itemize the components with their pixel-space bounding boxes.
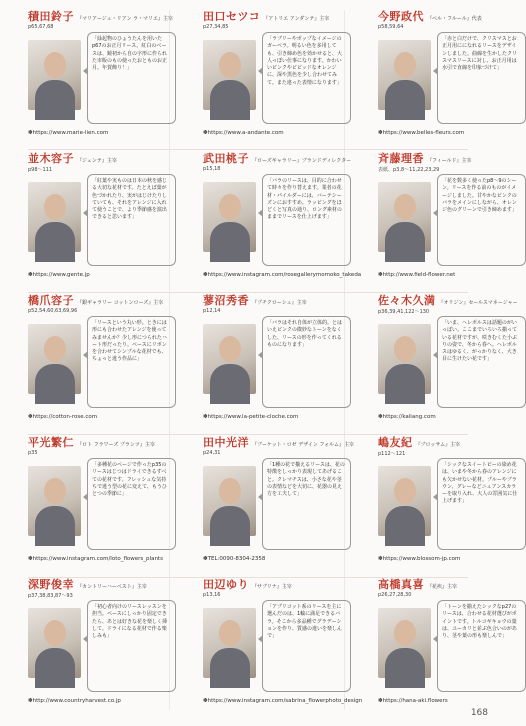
profile-card xyxy=(203,8,351,150)
portrait-photo xyxy=(28,40,81,110)
profile-header xyxy=(203,8,351,22)
affiliation: 『マリアージュ・リアン ラ・マリエ』主宰 xyxy=(77,16,173,22)
profile-header xyxy=(28,150,176,164)
person-name: 平光繁仁 xyxy=(28,436,74,449)
profile-body xyxy=(378,32,526,128)
profile-body xyxy=(203,174,351,270)
person-name: 橋爪容子 xyxy=(28,294,74,307)
person-name: 佐々木久満 xyxy=(378,294,436,307)
profile-header xyxy=(378,8,526,22)
page-refs: p36,39,41,122〜130 xyxy=(378,309,430,315)
affiliation: 『花疾』主宰 xyxy=(427,584,458,590)
profile-header xyxy=(28,434,176,448)
person-name: 斉藤理香 xyxy=(378,152,424,165)
profile-body xyxy=(203,600,351,696)
comment-bubble: 「バラはそれ自体が立体的。とはいえビンクの微妙なトーンをなくした、リースの形を作ってくれるものになります」 xyxy=(262,316,351,408)
profile-card xyxy=(378,150,526,292)
profile-body xyxy=(203,316,351,412)
portrait-photo xyxy=(203,324,256,394)
profile-card xyxy=(378,8,526,150)
page-refs: p24,31 xyxy=(203,450,221,456)
comment-bubble: 「リースという丸い形。ときには形にも合わせたアレンジを使ってみませんか？少し形につられたハート形だったり。ベースにリボンを合わせてシンプルな花材でも、ちょっと違う作品に」 xyxy=(87,316,176,408)
affiliation: 『ブーケット・ロゼ デザイン フォルム』主宰 xyxy=(252,442,354,448)
profile-header xyxy=(203,576,351,590)
comment-bubble: 「赤と白だけで、クリスマスとお正月用にになれるリースをデザインしました。曲線を生かしたクリスマスリースに対し、お正月用は水引で直線を印象づけて」 xyxy=(437,32,526,124)
profile-header xyxy=(378,576,526,590)
portrait-photo xyxy=(28,182,81,252)
profile-header xyxy=(378,292,526,306)
website-link[interactable]: ✽TEL:0090-8304-2358 xyxy=(203,556,266,562)
profile-card xyxy=(203,292,351,434)
profile-card xyxy=(28,434,176,576)
profile-card xyxy=(203,576,363,718)
website-link[interactable]: ✽https://www.blossom-jp.com xyxy=(378,556,461,562)
affiliation: 『ベル・フルール』代表 xyxy=(427,16,482,22)
profile-body xyxy=(28,458,176,554)
website-link[interactable]: ✽https://kaliang.com xyxy=(378,414,436,420)
profile-body xyxy=(28,32,176,128)
comment-bubble: 「シックなスイートピーの染め花は、いまや冬から春のアレンジにも欠かせない花材。ブルーやブラウン、グレーなどニュアンスカラーを取り入れ、大人の雰囲気に仕上げます」 xyxy=(437,458,526,550)
page-refs: p52,54,60,63,69,96 xyxy=(28,308,78,314)
affiliation: 『ロト フラワーズ プランツ』主宰 xyxy=(77,442,155,448)
website-link[interactable]: ✽https://www.instagram.com/loto_flowers_plants xyxy=(28,556,163,562)
comment-bubble: 「1種の花で揃えるリースは、花の特徴をしっかり表現してあげること。クレマチスは、小さな花や茎の表情などを大切に、花器の見え方を工夫して」 xyxy=(262,458,351,550)
profile-body xyxy=(203,458,351,554)
page-refs: p112〜121 xyxy=(378,451,406,457)
person-name: 田口セツコ xyxy=(203,10,261,23)
profile-header xyxy=(378,434,526,448)
portrait-photo xyxy=(378,182,431,252)
website-link[interactable]: ✽https://www.a-andante.com xyxy=(203,130,284,136)
website-link[interactable]: ✽https://www.gente.jp xyxy=(28,272,90,278)
profile-body xyxy=(203,32,351,128)
portrait-photo xyxy=(203,182,256,252)
affiliation: 『ローズギャラリー』ブランドディレクター xyxy=(252,158,352,164)
person-name: 田中光洋 xyxy=(203,436,249,449)
affiliation: 『ジェンテ』主宰 xyxy=(77,158,117,164)
portrait-photo xyxy=(378,466,431,536)
profile-body xyxy=(378,600,526,696)
person-name: 積田鈴子 xyxy=(28,10,74,23)
person-name: 蓼沼秀香 xyxy=(203,294,249,307)
page-refs: p27,34,85 xyxy=(203,24,229,30)
profile-card xyxy=(28,292,176,434)
profile-header xyxy=(28,8,176,22)
affiliation: 『カントリーハーベスト』主宰 xyxy=(77,584,147,590)
page-number: 168 xyxy=(470,708,488,718)
comment-bubble: 「初心者向けのリースレッスンを担当。ベースにしっかり固定できたら、あとは好きな花を楽しく挿して。ドライになる花材で作る楽しみも」 xyxy=(87,600,176,692)
profile-card xyxy=(28,8,176,150)
website-link[interactable]: ✽https://www.la-petite-cloche.com xyxy=(203,414,299,420)
profile-header xyxy=(203,150,351,164)
page-refs: p35 xyxy=(28,450,38,456)
profile-header xyxy=(203,292,351,306)
person-name: 田辺ゆり xyxy=(203,578,249,591)
website-link[interactable]: ✽http://www.countryharvest.co.jp xyxy=(28,698,121,704)
page-refs: p12,14 xyxy=(203,308,221,314)
person-name: 武田桃子 xyxy=(203,152,249,165)
comment-bubble: 「バラのリースは、目的に合わせて時々を作り替えます。業者の花材・パイルダーには、バーテシーズンにおすすめ。ラッピングをほどくと写真の通り、ロング素材のままでリースを仕上げます」 xyxy=(262,174,351,266)
profile-header xyxy=(28,576,176,590)
profile-body xyxy=(378,174,526,270)
profile-card xyxy=(378,292,526,434)
comment-bubble: 「多種花のベージで作ったp35のリースはじつはドライできるすべての花材です。フレッシュな気持ちで違う型の花に変えて、もうひとつの季節に」 xyxy=(87,458,176,550)
profile-card xyxy=(203,434,354,576)
website-link[interactable]: ✽https://www.marie-lien.com xyxy=(28,130,109,136)
person-name: 嶋友紀 xyxy=(378,436,413,449)
profile-card xyxy=(28,576,176,718)
website-link[interactable]: ✽https://www.instagram.com/rosegallerymomoko_takeda xyxy=(203,272,362,278)
profile-body xyxy=(28,316,176,412)
profile-body xyxy=(28,174,176,270)
portrait-photo xyxy=(203,466,256,536)
page-refs: 表紙、p3,8〜11,22,23,29 xyxy=(378,167,440,173)
affiliation: 『サブリナ』主宰 xyxy=(252,584,292,590)
portrait-photo xyxy=(378,608,431,678)
comment-bubble: 「紅葉や実ものは日本の秋を感じる大切な花材です。たとえば葉が色づかれたり、実がはじけたりしていても、それをアレンジに入れて使うことで、より季節感を演出できると思います」 xyxy=(87,174,176,266)
person-name: 今野政代 xyxy=(378,10,424,23)
affiliation: 『アトリエ アンダンテ』主宰 xyxy=(263,16,330,22)
comment-bubble: 「アプリコット系のリースを主に選んだのは、1輪に満足できるバラ。そこから多品種でグラデーションを作り、質感の違いを楽しんで」 xyxy=(262,600,351,692)
profile-body xyxy=(378,316,526,412)
comment-bubble: 「トーンを揃えたシックなp27のリースは、合わせる花材選びがポイントです。トルコギキョウの葉は、ユーカリと並ぶ色合いのがあり、茎や葉の形も楽しんで」 xyxy=(437,600,526,692)
portrait-photo xyxy=(28,608,81,678)
comment-bubble: 「緑起物のひょうたんを用いたp67のお正月リース。紅白のベースは、鏡初から自の字形に作られた市販のもの使ったおとものお正月。年賀飾り！」 xyxy=(87,32,176,124)
profile-card xyxy=(378,576,526,718)
portrait-photo xyxy=(378,324,431,394)
portrait-photo xyxy=(28,466,81,536)
profile-header xyxy=(378,150,526,164)
profile-header xyxy=(28,292,176,306)
comment-bubble: 「ラブリーやポップなイメージのガーベラ。明るい色を多用しても、引き締め色を効かせると、大人っぽい仕事になります。かわいいピンクやビビッドなオレンジに、深や黒色を少し合わせてみて。また違った表情になります」 xyxy=(262,32,351,124)
page-refs: p37,38,83,87〜93 xyxy=(28,593,73,599)
website-link[interactable]: ✽https://www.instagram.com/sabrina_flowerphoto_design xyxy=(203,698,363,704)
website-link[interactable]: ✽https://hana-aki.flowers xyxy=(378,698,448,704)
profile-card xyxy=(378,434,526,576)
profile-card xyxy=(203,150,362,292)
page-refs: p26,27,28,30 xyxy=(378,592,412,598)
page-refs: p58,59,64 xyxy=(378,24,404,30)
website-link[interactable]: ✽https://cotton-rose.com xyxy=(28,414,98,420)
page-refs: p98〜111 xyxy=(28,167,53,173)
comment-bubble: 「いま、ヘレボルスは話題のがいっぱい。ここまでいろいろ揃っている花材ですが、咲きむくた小ぶりの姿で、冬から春へ。ヘレボルスはゆるく、がっかりなく、大き目に生けたい花です」 xyxy=(437,316,526,408)
comment-bubble: 「花を数多く使ったp8〜9のシーン。リースを作る前のものがイメージしました。甘やかなピンクのバラをメインにしながら、オレンジ色のグリーンで引き締めます」 xyxy=(437,174,526,266)
portrait-photo xyxy=(203,608,256,678)
portrait-photo xyxy=(378,40,431,110)
page-refs: p13,16 xyxy=(203,592,221,598)
portrait-photo xyxy=(203,40,256,110)
profile-body xyxy=(378,458,526,554)
person-name: 並木容子 xyxy=(28,152,74,165)
portrait-photo xyxy=(28,324,81,394)
page-refs: p65,67,68 xyxy=(28,24,54,30)
website-link[interactable]: ✽http://www.field-flower.net xyxy=(378,272,456,278)
affiliation: 『オリジン』セールスマネージャー xyxy=(438,300,518,306)
profile-card xyxy=(28,150,176,292)
profile-body xyxy=(28,600,176,696)
affiliation: 『フィールド』主宰 xyxy=(427,158,472,164)
person-name: 高橋真喜 xyxy=(378,578,424,591)
page-refs: p15,18 xyxy=(203,166,221,172)
person-name: 深野俊幸 xyxy=(28,578,74,591)
profile-header xyxy=(203,434,354,449)
affiliation: 『ブロッサム』主宰 xyxy=(415,442,461,448)
affiliation: 『プチクローシュ』主宰 xyxy=(252,300,307,306)
website-link[interactable]: ✽https://www.belles-fleurs.com xyxy=(378,130,465,136)
affiliation: 『銀ギャラリー コットンローズ』主宰 xyxy=(77,300,164,306)
